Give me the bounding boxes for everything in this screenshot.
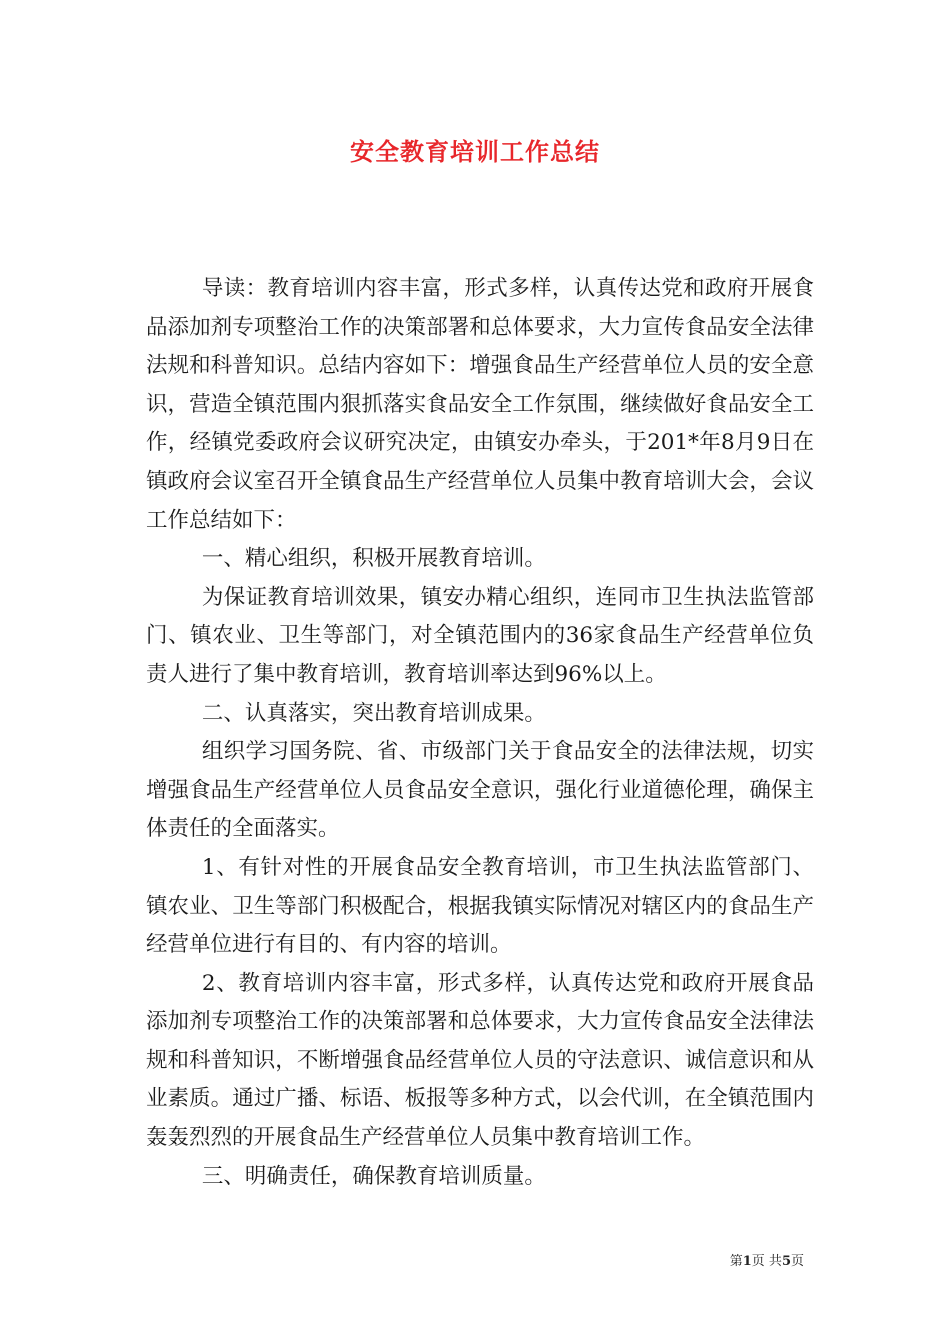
current-page-number: 1 [742, 1254, 752, 1269]
section-1-paragraph: 为保证教育培训效果，镇安办精心组织，连同市卫生执法监管部门、镇农业、卫生等部门，对全镇范围内的36家食品生产经营单位负责人进行了集中教育培训，教育培训率达到96%以上。 [146, 584, 814, 687]
intro-paragraph: 导读：教育培训内容丰富，形式多样，认真传达党和政府开展食品添加剂专项整治工作的决策部署和总体要求，大力宣传食品安全法律法规和科普知识。总结内容如下：增强食品生产经营单位人员的安全意识，营造全镇范围内狠抓落实食品安全工作氛围，继续做好食品安全工作，经镇党委政府会议研究决定，由镇安办牵头，于201*年8月9日在镇政府会议室召开全镇食品生产经营单位人员集中教育培训大会，会议工作总结如下： [146, 276, 814, 533]
footer-middle: 页 共 [751, 1254, 782, 1269]
section-heading-2: 二、认真落实，突出教育培训成果。 [201, 700, 546, 726]
page-number-footer [730, 1250, 804, 1269]
document-body [146, 270, 814, 1196]
section-2-item-2: 2、教育培训内容丰富，形式多样，认真传达党和政府开展食品添加剂专项整治工作的决策部署和总体要求，大力宣传食品安全法律法规和科普知识，不断增强食品经营单位人员的守法意识、诚信意识和从业素质。通过广播、标语、板报等多种方式，以会代训，在全镇范围内轰轰烈烈的开展食品生产经营单位人员集中教育培训工作。 [146, 970, 814, 1151]
document-title: 安全教育培训工作总结 [350, 138, 600, 166]
footer-suffix: 页 [790, 1254, 804, 1269]
section-heading-1: 一、精心组织，积极开展教育培训。 [201, 546, 546, 572]
section-2-item-1: 1、有针对性的开展食品安全教育培训，市卫生执法监管部门、镇农业、卫生等部门积极配合，根据我镇实际情况对辖区内的食品生产经营单位进行有目的、有内容的培训。 [146, 854, 814, 958]
total-pages-number: 5 [781, 1254, 791, 1269]
footer-prefix: 第 [729, 1254, 743, 1269]
section-2-paragraph: 组织学习国务院、省、市级部门关于食品安全的法律法规，切实增强食品生产经营单位人员食品安全意识，强化行业道德伦理，确保主体责任的全面落实。 [146, 739, 814, 842]
section-heading-3: 三、明确责任，确保教育培训质量。 [201, 1163, 546, 1189]
